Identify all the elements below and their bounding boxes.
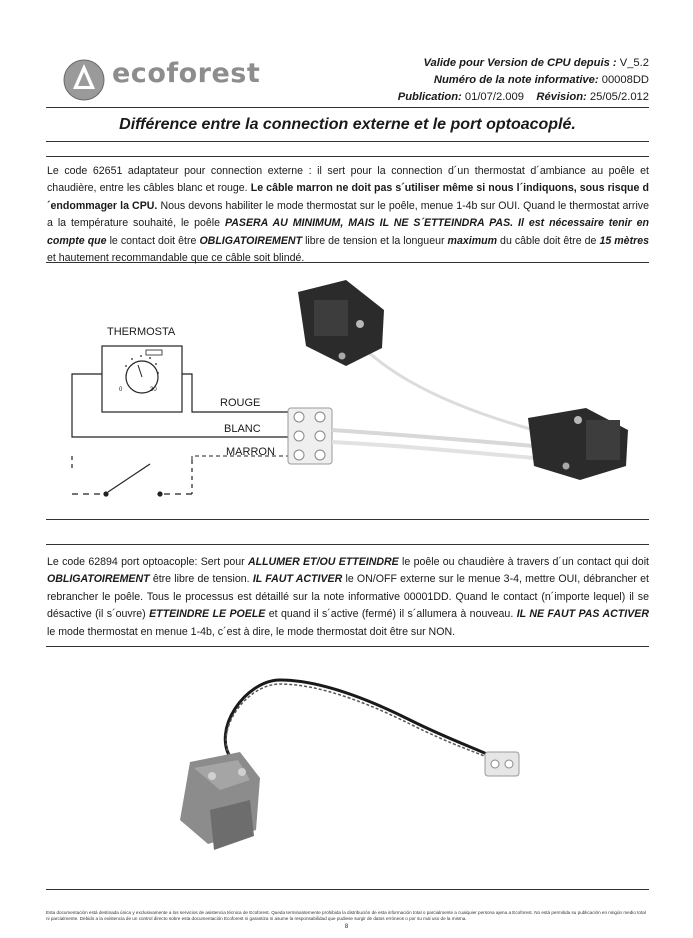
header-dates: Publication: 01/07/2.009 Révision: 25/05/2.012 [397, 91, 649, 103]
title-rule [46, 141, 649, 142]
wire-label-brown: MARRON [226, 446, 275, 458]
header-rule [46, 107, 649, 108]
db9-connector-gray [180, 752, 260, 850]
diagram-bottom-rule [46, 519, 649, 520]
page-title: Différence entre la connection externe et le port optoacoplé. [119, 116, 576, 133]
section1-bottom-rule [46, 262, 649, 263]
wire-label-white: BLANC [224, 423, 261, 435]
thermostat-box [102, 346, 182, 412]
terminal-plug [485, 752, 519, 776]
db9-connector-top [298, 280, 384, 366]
section2-bottom-rule [46, 646, 649, 647]
section2-paragraph: Le code 62894 port optoacople: Sert pour ALLUMER ET/OU ETTEINDRE le poêle ou chaudière à travers d´un contact qui doit OBLIGATOIREMENT être libre de tension. IL FAUT ACTIVER le ON/OFF externe sur le menue 3-4, mettre OUI, débrancher et rebrancher le poêle. Tous le processus est détaillé sur la note informative 00001DD. Quand le contact (n´importe lequel) il se désactive (il s´ouvre) ETTEINDRE LE POELE et quand il s´active (fermé) il s´allumera à nouveau. IL NE FAUT PAS ACTIVER le mode thermostat en menue 1-4b, c´est à dire, le mode thermostat doit être sur NON. [47, 556, 650, 638]
dial-high-mark: 30 [150, 387, 157, 393]
db9-connector-right [528, 408, 628, 480]
header-version: Valide pour Version de CPU depuis : V_5.2 [423, 57, 649, 69]
section1-paragraph: Le code 62651 adaptateur pour connection externe : il sert pour la connection d´un thermostat d´ambiance au poêle et chaudière, entre les câbles blanc et rouge. Le câble marron ne doit pas s´utiliser même si nous l´indiquons, sous risque d´endommager la CPU. Nous devons habiliter le mode thermostat sur le poêle, menue 1-4b sur OUI. Quand le thermostat arrive a la température souhaité, le poêle PASERA AU MINIMUM, MAIS IL NE S´ETTEINDRA PAS. Il est nécessaire tenir en compte que le contact doit être OBLIGATOIREMENT libre de tension et la longueur maximum du câble doit être de 15 mètres et hautement recommandable que ce câble soit blindé. [47, 165, 650, 265]
optocoupler-cable-photo [150, 660, 550, 880]
thermostat-label: THERMOSTA [107, 326, 176, 338]
legal-disclaimer: Esta documentación está destinada única y exclusivamente a los servicios de asistencia técnica de Ecoforest. Queda terminantemente prohibida la distribución de esta información total o parcialmente a cualquier persona ajena a Ecoforest. No está permitida su publicación en ningún medio total ni parcialmente. Debido a la existencia de un control directo sobre esta documentación Ecoforest ni garantiza ni asume la responsabilidad que pudiese surgir de datos erróneos o por su mal uso de la misma. [46, 910, 646, 921]
wiring-diagram [46, 270, 649, 510]
header-note-number: Numéro de la note informative: 00008DD [433, 74, 649, 86]
footer-rule [46, 889, 649, 890]
section2-top-rule [46, 544, 649, 545]
page-number: 8 [344, 924, 349, 930]
wire-label-red: ROUGE [220, 397, 261, 409]
dial-low-mark: 0 [119, 387, 123, 393]
section1-top-rule [46, 156, 649, 157]
terminal-block [288, 408, 332, 464]
brand-name: ecoforest [112, 58, 261, 89]
